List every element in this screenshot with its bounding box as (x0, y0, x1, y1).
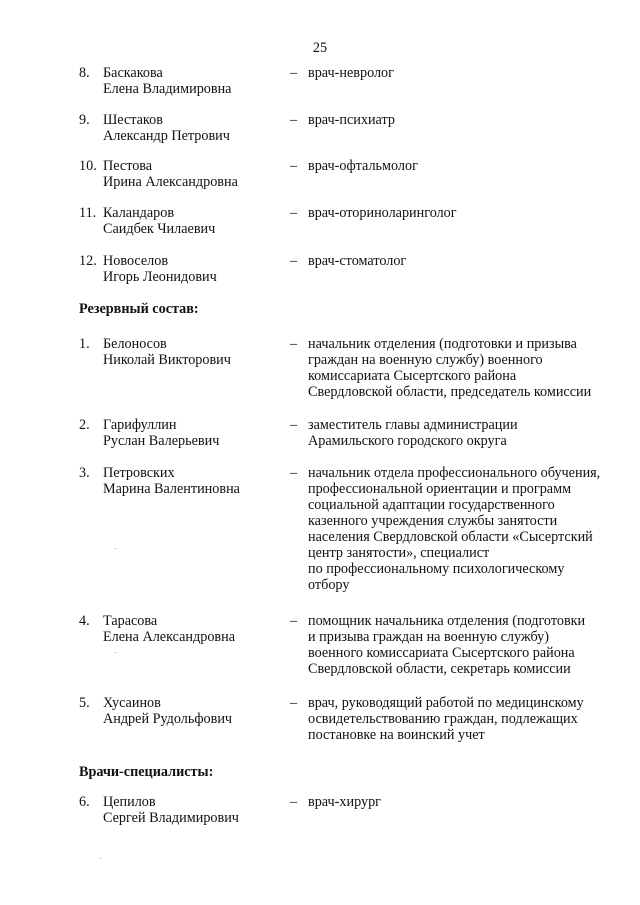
scan-speck (115, 652, 116, 653)
person-role: врач-офтальмолог (308, 158, 418, 174)
item-number: 4. (79, 613, 90, 629)
scan-speck (115, 548, 116, 549)
person-role: заместитель главы администрации Арамильского городского округа (308, 417, 518, 449)
dash: – (290, 65, 298, 81)
dash: – (290, 158, 298, 174)
dash: – (290, 112, 298, 128)
dash: – (290, 336, 298, 352)
person-name: Цепилов Сергей Владимирович (103, 794, 239, 826)
person-role: начальник отдела профессионального обучения, профессиональной ориентации и программ социальной адаптации государственного казенного учреждения службы занятости населения Свердловской области «Сысертский центр занятости», специалист по профессиональному психологическому отбору (308, 465, 601, 593)
person-name: Новоселов Игорь Леонидович (103, 253, 217, 285)
person-name: Петровских Марина Валентиновна (103, 465, 240, 497)
page-number: 25 (312, 40, 328, 56)
dash: – (290, 253, 298, 269)
person-name: Пестова Ирина Александровна (103, 158, 238, 190)
item-number: 5. (79, 695, 90, 711)
person-name: Хусаинов Андрей Рудольфович (103, 695, 233, 727)
dash: – (290, 613, 298, 629)
person-role: врач-хирург (308, 794, 381, 810)
item-number: 9. (79, 112, 90, 128)
section-heading-reserve: Резервный состав: (79, 301, 199, 317)
scan-speck (100, 858, 101, 859)
person-name: Тарасова Елена Александровна (103, 613, 235, 645)
dash: – (290, 794, 298, 810)
person-role: врач, руководящий работой по медицинскому освидетельствованию граждан, подлежащих постановке на воинский учет (308, 695, 584, 743)
item-number: 10. (79, 158, 97, 174)
person-role: помощник начальника отделения (подготовки и призыва граждан на военную службу) военного комиссариата Сысертского района Свердловской области, секретарь комиссии (308, 613, 586, 677)
section-heading-specialists: Врачи-специалисты: (79, 764, 214, 780)
item-number: 1. (79, 336, 90, 352)
item-number: 6. (79, 794, 90, 810)
item-number: 2. (79, 417, 90, 433)
person-role: врач-психиатр (308, 112, 395, 128)
dash: – (290, 465, 298, 481)
dash: – (290, 205, 298, 221)
item-number: 3. (79, 465, 90, 481)
person-name: Каландаров Саидбек Чилаевич (103, 205, 216, 237)
person-role: врач-стоматолог (308, 253, 407, 269)
person-name: Баскакова Елена Владимировна (103, 65, 232, 97)
item-number: 11. (79, 205, 97, 221)
item-number: 8. (79, 65, 90, 81)
dash: – (290, 695, 298, 711)
item-number: 12. (79, 253, 97, 269)
dash: – (290, 417, 298, 433)
person-name: Гарифуллин Руслан Валерьевич (103, 417, 220, 449)
person-name: Шестаков Александр Петрович (103, 112, 230, 144)
person-name: Белоносов Николай Викторович (103, 336, 231, 368)
person-role: начальник отделения (подготовки и призыва граждан на военную службу) военного комиссариата Сысертского района Свердловской области, председатель комиссии (308, 336, 592, 400)
person-role: врач-оториноларинголог (308, 205, 457, 221)
person-role: врач-невролог (308, 65, 394, 81)
